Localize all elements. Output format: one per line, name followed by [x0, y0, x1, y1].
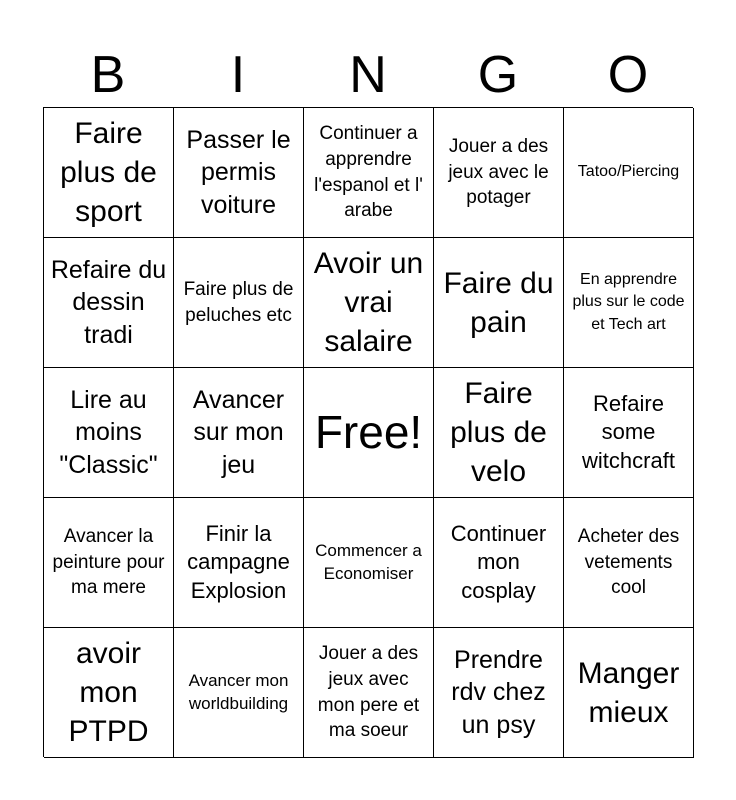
header-letter-i: I	[230, 46, 246, 104]
bingo-cell[interactable]: Manger mieux	[564, 628, 694, 758]
bingo-cell[interactable]: Jouer a des jeux avec le potager	[434, 108, 564, 238]
bingo-cell[interactable]: Faire plus de peluches etc	[174, 238, 304, 368]
bingo-cell[interactable]: Faire du pain	[434, 238, 564, 368]
bingo-cell[interactable]: Refaire du dessin tradi	[44, 238, 174, 368]
bingo-cell[interactable]: Finir la campagne Explosion	[174, 498, 304, 628]
bingo-cell[interactable]: Commencer a Economiser	[304, 498, 434, 628]
bingo-cell[interactable]: Avoir un vrai salaire	[304, 238, 434, 368]
bingo-cell[interactable]: Faire plus de velo	[434, 368, 564, 498]
bingo-cell[interactable]: Continuer mon cosplay	[434, 498, 564, 628]
bingo-cell[interactable]: En apprendre plus sur le code et Tech art	[564, 238, 694, 368]
bingo-cell[interactable]: Passer le permis voiture	[174, 108, 304, 238]
bingo-cell[interactable]: Avancer mon worldbuilding	[174, 628, 304, 758]
bingo-cell[interactable]: Refaire some witchcraft	[564, 368, 694, 498]
header-letter-o: O	[607, 46, 649, 104]
header-letter-g: G	[477, 46, 519, 104]
bingo-cell[interactable]: avoir mon PTPD	[44, 628, 174, 758]
bingo-cell[interactable]: Lire au moins "Classic"	[44, 368, 174, 498]
bingo-cell[interactable]: Continuer a apprendre l'espanol et l' arabe	[304, 108, 434, 238]
bingo-cell-free[interactable]: Free!	[304, 368, 434, 498]
bingo-cell[interactable]: Avancer la peinture pour ma mere	[44, 498, 174, 628]
bingo-cell[interactable]: Avancer sur mon jeu	[174, 368, 304, 498]
bingo-cell[interactable]: Tatoo/Piercing	[564, 108, 694, 238]
bingo-cell[interactable]: Faire plus de sport	[44, 108, 174, 238]
bingo-cell[interactable]: Acheter des vetements cool	[564, 498, 694, 628]
bingo-grid	[43, 107, 693, 757]
bingo-header	[43, 44, 693, 106]
header-letter-n: N	[349, 46, 387, 104]
bingo-cell[interactable]: Jouer a des jeux avec mon pere et ma soeur	[304, 628, 434, 758]
bingo-cell[interactable]: Prendre rdv chez un psy	[434, 628, 564, 758]
header-letter-b: B	[90, 46, 126, 104]
